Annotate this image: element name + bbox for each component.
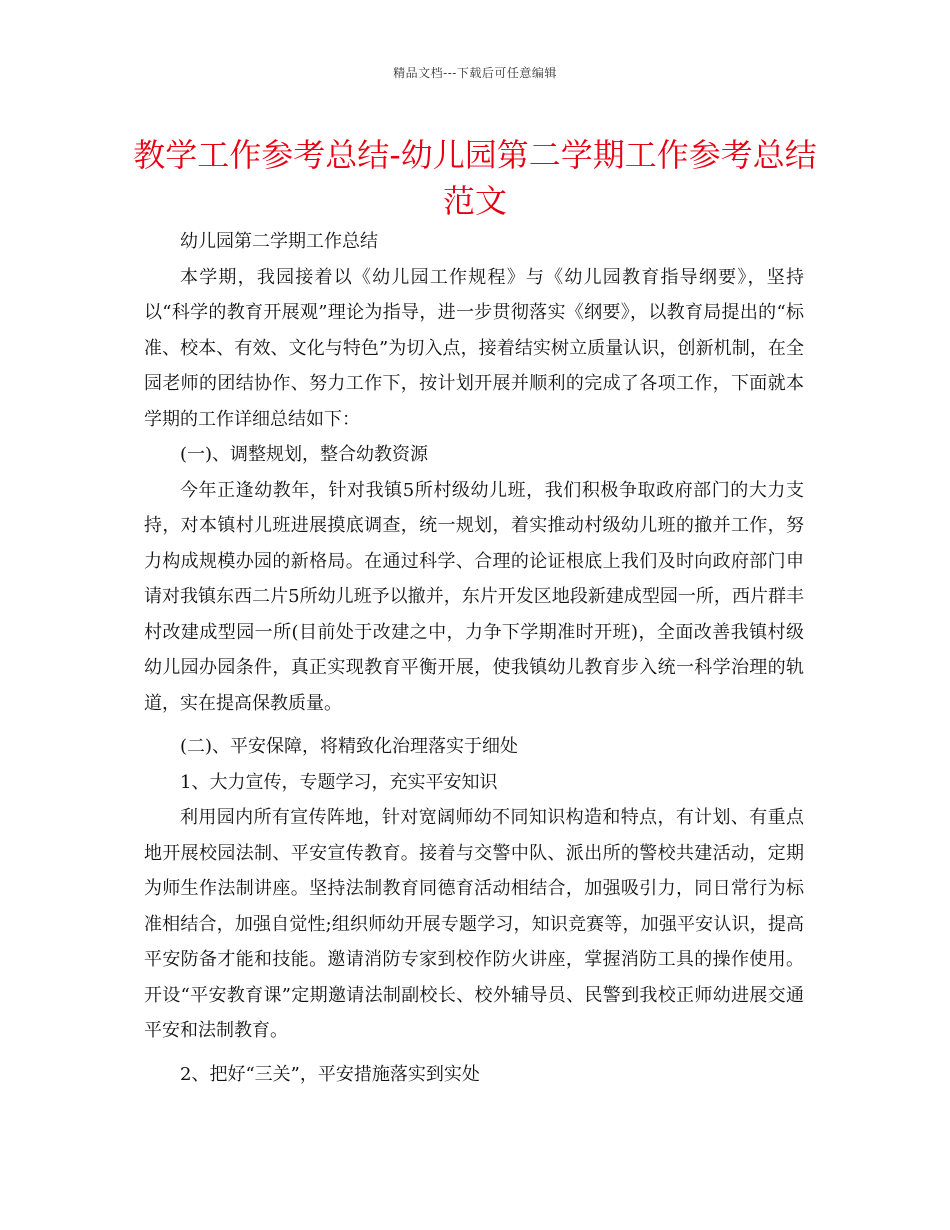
- section-heading-2: (二)、平安保障，将精致化治理落实于细处: [180, 736, 519, 757]
- header-note: 精品文档---下载后可任意编辑: [393, 66, 557, 80]
- subsection-heading-2: 2、把好“三关”，平安措施落实到实处: [180, 1063, 480, 1085]
- subsection-heading-1: 1、大力宣传，专题学习，充实平安知识: [180, 771, 498, 793]
- paragraph-section-1: 今年正逢幼教年，针对我镇5所村级幼儿班，我们积极争取政府部门的大力支持，对本镇村儿班进展摸底调查，统一规划，着实推动村级幼儿班的撤并工作，努力构成规模办园的新格局。在通过科学、合理的论证根底上我们及时向政府部门申请对我镇东西二片5所幼儿班予以撤并，东片开发区地段新建成型园一所，西片群丰村改建成型园一所(目前处于改建之中，力争下学期准时开班)，全面改善我镇村级幼儿园办园条件，真正实现教育平衡开展，使我镇幼儿教育步入统一科学治理的轨道，实在提高保教质量。: [144, 479, 804, 714]
- document-title: 教学工作参考总结-幼儿园第二学期工作参考总结范文: [133, 136, 817, 220]
- paragraph-subsection-1: 利用园内所有宣传阵地，针对宽阔师幼不同知识构造和特点，有计划、有重点地开展校园法制、平安宣传教育。接着与交警中队、派出所的警校共建活动，定期为师生作法制讲座。坚持法制教育同德育活动相结合，加强吸引力，同日常行为标准相结合，加强自觉性;组织师幼开展专题学习，知识竞赛等，加强平安认识，提高平安防备才能和技能。邀请消防专家到校作防火讲座，掌握消防工具的操作使用。开设“平安教育课”定期邀请法制副校长、校外辅导员、民警到我校正师幼进展交通平安和法制教育。: [144, 807, 804, 1041]
- paragraph-subtitle: 幼儿园第二学期工作总结: [180, 231, 378, 252]
- paragraph-intro: 本学期，我园接着以《幼儿园工作规程》与《幼儿园教育指导纲要》，坚持以“科学的教育开展观”理论为指导，进一步贯彻落实《纲要》，以教育局提出的“标准、校本、有效、文化与特色”为切入点，接着结实树立质量认识，创新机制，在全园老师的团结协作、努力工作下，按计划开展并顺利的完成了各项工作，下面就本学期的工作详细总结如下：: [144, 266, 804, 430]
- document-body: [144, 224, 804, 1092]
- section-heading-1: (一)、调整规划，整合幼教资源: [180, 444, 429, 465]
